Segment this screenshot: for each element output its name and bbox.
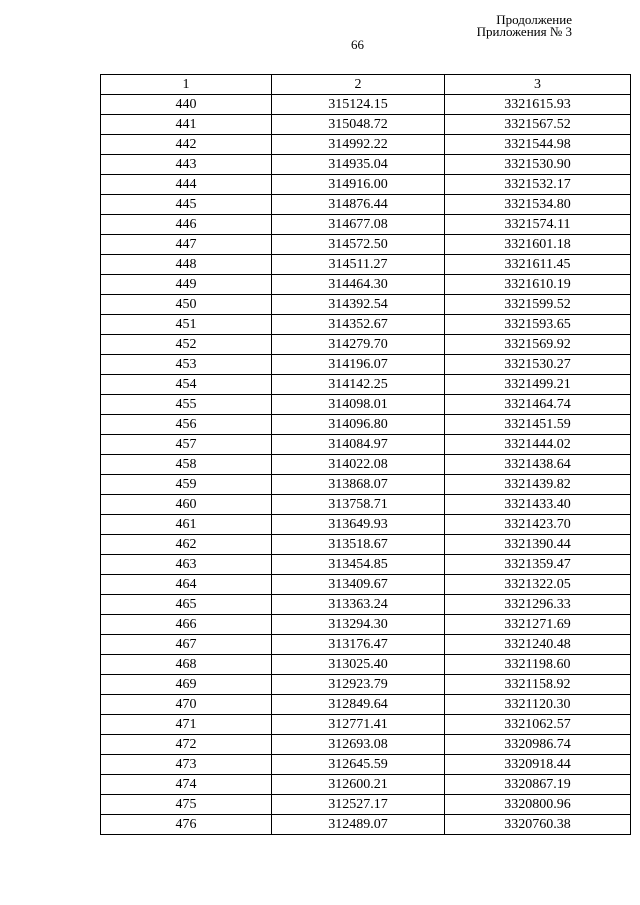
y-coordinate-cell: 3321198.60 bbox=[445, 655, 631, 675]
point-number-cell: 456 bbox=[101, 415, 272, 435]
y-coordinate-cell: 3321359.47 bbox=[445, 555, 631, 575]
x-coordinate-cell: 314352.67 bbox=[272, 315, 445, 335]
y-coordinate-cell: 3321499.21 bbox=[445, 375, 631, 395]
table-row bbox=[101, 575, 631, 595]
y-coordinate-cell: 3321534.80 bbox=[445, 195, 631, 215]
y-coordinate-cell: 3321601.18 bbox=[445, 235, 631, 255]
y-coordinate-cell: 3321390.44 bbox=[445, 535, 631, 555]
x-coordinate-cell: 313409.67 bbox=[272, 575, 445, 595]
point-number-cell: 447 bbox=[101, 235, 272, 255]
y-coordinate-cell: 3320986.74 bbox=[445, 735, 631, 755]
point-number-cell: 464 bbox=[101, 575, 272, 595]
x-coordinate-cell: 314992.22 bbox=[272, 135, 445, 155]
table-body bbox=[101, 95, 631, 835]
x-coordinate-cell: 312771.41 bbox=[272, 715, 445, 735]
table-row bbox=[101, 795, 631, 815]
x-coordinate-cell: 314511.27 bbox=[272, 255, 445, 275]
table-row bbox=[101, 115, 631, 135]
table-row bbox=[101, 155, 631, 175]
y-coordinate-cell: 3321574.11 bbox=[445, 215, 631, 235]
table-row bbox=[101, 495, 631, 515]
x-coordinate-cell: 314084.97 bbox=[272, 435, 445, 455]
table-row bbox=[101, 635, 631, 655]
x-coordinate-cell: 314096.80 bbox=[272, 415, 445, 435]
table-row bbox=[101, 535, 631, 555]
x-coordinate-cell: 314022.08 bbox=[272, 455, 445, 475]
point-number-cell: 476 bbox=[101, 815, 272, 835]
x-coordinate-cell: 314196.07 bbox=[272, 355, 445, 375]
table-row bbox=[101, 135, 631, 155]
y-coordinate-cell: 3321451.59 bbox=[445, 415, 631, 435]
table-header-row bbox=[101, 75, 631, 95]
point-number-cell: 468 bbox=[101, 655, 272, 675]
y-coordinate-cell: 3320800.96 bbox=[445, 795, 631, 815]
table-row bbox=[101, 815, 631, 835]
y-coordinate-cell: 3321569.92 bbox=[445, 335, 631, 355]
x-coordinate-cell: 315124.15 bbox=[272, 95, 445, 115]
y-coordinate-cell: 3321544.98 bbox=[445, 135, 631, 155]
table-row bbox=[101, 395, 631, 415]
point-number-cell: 444 bbox=[101, 175, 272, 195]
x-coordinate-cell: 313454.85 bbox=[272, 555, 445, 575]
y-coordinate-cell: 3321567.52 bbox=[445, 115, 631, 135]
point-number-cell: 446 bbox=[101, 215, 272, 235]
x-coordinate-cell: 313868.07 bbox=[272, 475, 445, 495]
table-row bbox=[101, 355, 631, 375]
x-coordinate-cell: 314572.50 bbox=[272, 235, 445, 255]
y-coordinate-cell: 3321423.70 bbox=[445, 515, 631, 535]
point-number-cell: 467 bbox=[101, 635, 272, 655]
y-coordinate-cell: 3321439.82 bbox=[445, 475, 631, 495]
point-number-cell: 466 bbox=[101, 615, 272, 635]
x-coordinate-cell: 312527.17 bbox=[272, 795, 445, 815]
column-header-1: 1 bbox=[101, 75, 272, 95]
x-coordinate-cell: 312849.64 bbox=[272, 695, 445, 715]
table-row bbox=[101, 175, 631, 195]
table-row bbox=[101, 615, 631, 635]
point-number-cell: 450 bbox=[101, 295, 272, 315]
table-row bbox=[101, 195, 631, 215]
x-coordinate-cell: 312489.07 bbox=[272, 815, 445, 835]
point-number-cell: 440 bbox=[101, 95, 272, 115]
point-number-cell: 455 bbox=[101, 395, 272, 415]
y-coordinate-cell: 3321599.52 bbox=[445, 295, 631, 315]
continuation-line-1: Продолжение bbox=[496, 12, 572, 27]
y-coordinate-cell: 3321615.93 bbox=[445, 95, 631, 115]
y-coordinate-cell: 3320867.19 bbox=[445, 775, 631, 795]
table-row bbox=[101, 435, 631, 455]
point-number-cell: 474 bbox=[101, 775, 272, 795]
x-coordinate-cell: 312600.21 bbox=[272, 775, 445, 795]
y-coordinate-cell: 3321611.45 bbox=[445, 255, 631, 275]
point-number-cell: 475 bbox=[101, 795, 272, 815]
point-number-cell: 443 bbox=[101, 155, 272, 175]
table-row bbox=[101, 315, 631, 335]
point-number-cell: 460 bbox=[101, 495, 272, 515]
point-number-cell: 470 bbox=[101, 695, 272, 715]
point-number-cell: 442 bbox=[101, 135, 272, 155]
y-coordinate-cell: 3321296.33 bbox=[445, 595, 631, 615]
x-coordinate-cell: 313758.71 bbox=[272, 495, 445, 515]
point-number-cell: 473 bbox=[101, 755, 272, 775]
point-number-cell: 463 bbox=[101, 555, 272, 575]
page-number: 66 bbox=[351, 37, 364, 52]
x-coordinate-cell: 313649.93 bbox=[272, 515, 445, 535]
x-coordinate-cell: 314935.04 bbox=[272, 155, 445, 175]
point-number-cell: 469 bbox=[101, 675, 272, 695]
continuation-note bbox=[477, 14, 572, 38]
y-coordinate-cell: 3321444.02 bbox=[445, 435, 631, 455]
table-row bbox=[101, 215, 631, 235]
continuation-line-2: Приложения № 3 bbox=[476, 24, 572, 39]
y-coordinate-cell: 3321610.19 bbox=[445, 275, 631, 295]
y-coordinate-cell: 3321530.27 bbox=[445, 355, 631, 375]
table-row bbox=[101, 775, 631, 795]
table-row bbox=[101, 295, 631, 315]
y-coordinate-cell: 3320918.44 bbox=[445, 755, 631, 775]
point-number-cell: 472 bbox=[101, 735, 272, 755]
y-coordinate-cell: 3321240.48 bbox=[445, 635, 631, 655]
table-row bbox=[101, 555, 631, 575]
point-number-cell: 453 bbox=[101, 355, 272, 375]
x-coordinate-cell: 312923.79 bbox=[272, 675, 445, 695]
x-coordinate-cell: 314279.70 bbox=[272, 335, 445, 355]
table-row bbox=[101, 675, 631, 695]
x-coordinate-cell: 314098.01 bbox=[272, 395, 445, 415]
x-coordinate-cell: 314916.00 bbox=[272, 175, 445, 195]
table-row bbox=[101, 95, 631, 115]
table-row bbox=[101, 275, 631, 295]
point-number-cell: 462 bbox=[101, 535, 272, 555]
column-header-3: 3 bbox=[445, 75, 631, 95]
table-row bbox=[101, 515, 631, 535]
y-coordinate-cell: 3321322.05 bbox=[445, 575, 631, 595]
y-coordinate-cell: 3321464.74 bbox=[445, 395, 631, 415]
x-coordinate-cell: 314142.25 bbox=[272, 375, 445, 395]
table-row bbox=[101, 255, 631, 275]
point-number-cell: 448 bbox=[101, 255, 272, 275]
point-number-cell: 457 bbox=[101, 435, 272, 455]
point-number-cell: 459 bbox=[101, 475, 272, 495]
point-number-cell: 471 bbox=[101, 715, 272, 735]
x-coordinate-cell: 313025.40 bbox=[272, 655, 445, 675]
table-row bbox=[101, 375, 631, 395]
y-coordinate-cell: 3321438.64 bbox=[445, 455, 631, 475]
y-coordinate-cell: 3321062.57 bbox=[445, 715, 631, 735]
table-row bbox=[101, 595, 631, 615]
table-row bbox=[101, 695, 631, 715]
table-row bbox=[101, 475, 631, 495]
y-coordinate-cell: 3320760.38 bbox=[445, 815, 631, 835]
x-coordinate-cell: 313518.67 bbox=[272, 535, 445, 555]
table-row bbox=[101, 715, 631, 735]
x-coordinate-cell: 313294.30 bbox=[272, 615, 445, 635]
coordinates-table bbox=[100, 74, 631, 835]
y-coordinate-cell: 3321271.69 bbox=[445, 615, 631, 635]
x-coordinate-cell: 314677.08 bbox=[272, 215, 445, 235]
point-number-cell: 454 bbox=[101, 375, 272, 395]
point-number-cell: 461 bbox=[101, 515, 272, 535]
x-coordinate-cell: 315048.72 bbox=[272, 115, 445, 135]
point-number-cell: 465 bbox=[101, 595, 272, 615]
table-row bbox=[101, 755, 631, 775]
table-row bbox=[101, 415, 631, 435]
y-coordinate-cell: 3321532.17 bbox=[445, 175, 631, 195]
y-coordinate-cell: 3321530.90 bbox=[445, 155, 631, 175]
point-number-cell: 449 bbox=[101, 275, 272, 295]
x-coordinate-cell: 314392.54 bbox=[272, 295, 445, 315]
table-row bbox=[101, 655, 631, 675]
point-number-cell: 445 bbox=[101, 195, 272, 215]
x-coordinate-cell: 312645.59 bbox=[272, 755, 445, 775]
y-coordinate-cell: 3321158.92 bbox=[445, 675, 631, 695]
point-number-cell: 451 bbox=[101, 315, 272, 335]
y-coordinate-cell: 3321593.65 bbox=[445, 315, 631, 335]
point-number-cell: 441 bbox=[101, 115, 272, 135]
y-coordinate-cell: 3321433.40 bbox=[445, 495, 631, 515]
x-coordinate-cell: 313363.24 bbox=[272, 595, 445, 615]
x-coordinate-cell: 314464.30 bbox=[272, 275, 445, 295]
x-coordinate-cell: 312693.08 bbox=[272, 735, 445, 755]
table-row bbox=[101, 455, 631, 475]
x-coordinate-cell: 314876.44 bbox=[272, 195, 445, 215]
table-row bbox=[101, 735, 631, 755]
column-header-2: 2 bbox=[272, 75, 445, 95]
point-number-cell: 452 bbox=[101, 335, 272, 355]
point-number-cell: 458 bbox=[101, 455, 272, 475]
table-row bbox=[101, 235, 631, 255]
y-coordinate-cell: 3321120.30 bbox=[445, 695, 631, 715]
table-row bbox=[101, 335, 631, 355]
x-coordinate-cell: 313176.47 bbox=[272, 635, 445, 655]
